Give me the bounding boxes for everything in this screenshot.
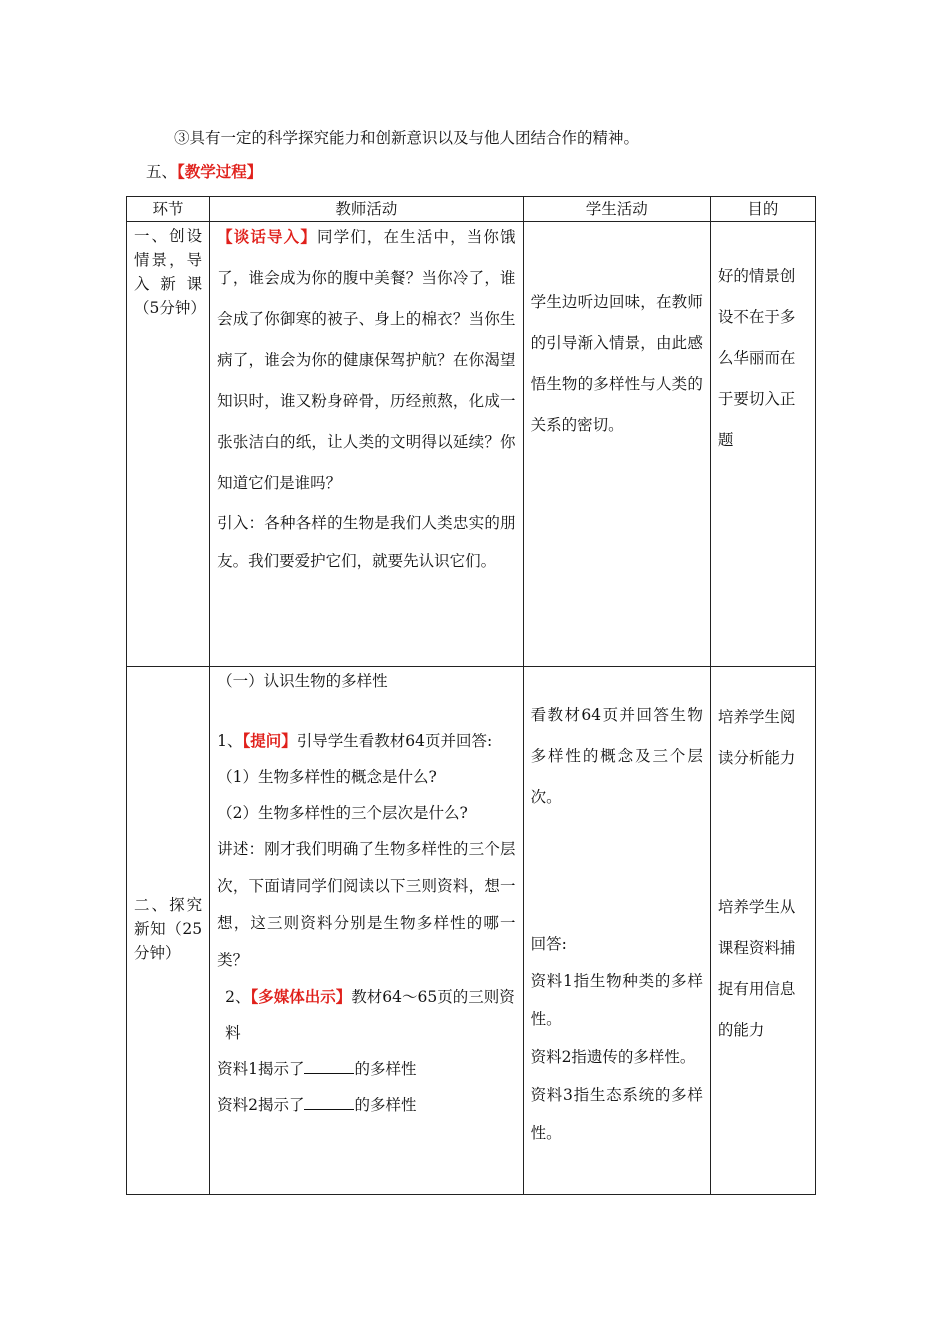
purpose-text: 培养学生从课程资料捕捉有用信息的能力 [717, 898, 796, 1039]
purpose-text: 培养学生阅读分析能力 [717, 708, 796, 767]
material-fill-line: 资料2揭示了 的多样性 [217, 1096, 417, 1114]
media-paragraph [217, 979, 515, 1051]
question-item: （1）生物多样性的概念是什么? [217, 768, 437, 786]
material-fill-line: 资料1揭示了 的多样性 [217, 1060, 417, 1078]
question-tag: 【提问】 [242, 731, 297, 750]
media-prefix: 2、 [225, 988, 251, 1006]
section-title: 【教学过程】 [177, 162, 263, 181]
stage-cell [127, 667, 210, 1195]
media-text: 教材64～65页的三则资料 [225, 988, 515, 1042]
purpose-cell [710, 222, 815, 667]
table-row [127, 222, 816, 667]
student-answer-label: 回答: [530, 935, 567, 953]
header-stage: 环节 [127, 197, 210, 222]
teacher-tag: 【谈话导入】 [217, 227, 317, 246]
student-text: 学生边听边回味，在教师的引导渐入情景，由此感悟生物的多样性与人类的关系的密切。 [530, 293, 703, 434]
teacher-activity-cell [210, 667, 523, 1195]
explain-paragraph: 讲述：刚才我们明确了生物多样性的三个层次，下面请同学们阅读以下三则资料，想一想，这三则资料分别是生物多样性的哪一类？ [217, 840, 516, 969]
teacher-text: 同学们，在生活中，当你饿了，谁会成为你的腹中美餐？当你冷了，谁会成了你御寒的被子、身上的棉衣？当你生病了，谁会为你的健康保驾护航？在你渴望知识时，谁又粉身碎骨，历经煎熬，化成一张张洁白的纸，让人类的文明得以延续？你知道它们是谁吗？ [217, 228, 516, 492]
section-heading [146, 160, 262, 184]
teacher-activity-cell [210, 222, 523, 667]
student-answer: 资料2指遗传的多样性。 [530, 1048, 696, 1066]
fill-blank [304, 1059, 354, 1074]
header-teacher-activity: 教师活动 [210, 197, 523, 222]
purpose-text: 好的情景创设不在于多么华丽而在于要切入正题 [717, 267, 796, 449]
subsection-title: （一）认识生物的多样性 [217, 672, 388, 690]
student-activity-cell [523, 667, 710, 1195]
header-purpose: 目的 [710, 197, 815, 222]
header-student-activity: 学生活动 [523, 197, 710, 222]
stage-cell [127, 222, 210, 667]
section-number: 五、 [146, 163, 178, 181]
stage-text: 二、探究新知（25分钟） [134, 896, 203, 962]
fill-blank [304, 1095, 354, 1110]
question-prefix: 1、 [217, 732, 243, 750]
table-row [127, 667, 816, 1195]
teaching-process-table [126, 196, 816, 1195]
teacher-paragraph [217, 216, 515, 504]
student-answer: 资料1指生物种类的多样性。 [530, 972, 703, 1028]
student-text: 看教材64页并回答生物多样性的概念及三个层次。 [530, 706, 703, 806]
student-activity-cell [523, 222, 710, 667]
student-answer: 资料3指生态系统的多样性。 [530, 1086, 703, 1142]
teacher-intro: 引入：各种各样的生物是我们人类忠实的朋友。我们要爱护它们，就要先认识它们。 [217, 514, 516, 570]
stage-text: 一、创设情景，导入新课（5分钟） [134, 227, 206, 317]
question-text: 引导学生看教材64页并回答: [296, 732, 493, 750]
objective-line: ③具有一定的科学探究能力和创新意识以及与他人团结合作的精神。 [174, 129, 640, 147]
question-paragraph [217, 723, 515, 759]
question-item: （2）生物多样性的三个层次是什么? [217, 804, 468, 822]
purpose-cell [710, 667, 815, 1195]
media-tag: 【多媒体出示】 [250, 987, 352, 1006]
